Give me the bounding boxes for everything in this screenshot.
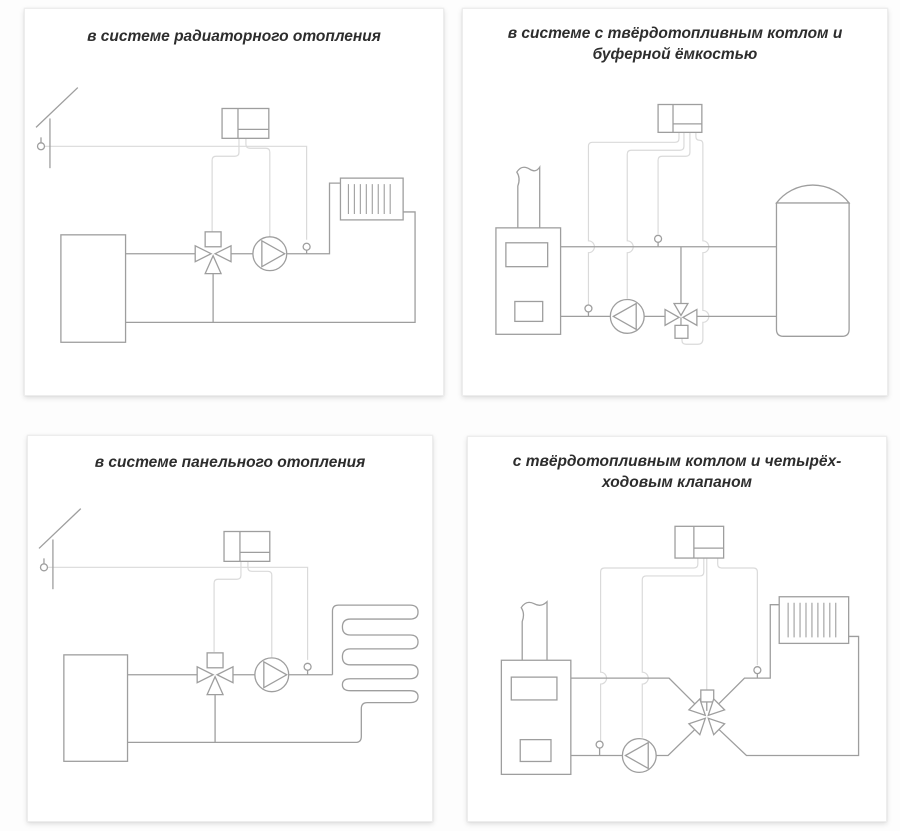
- valve-actuator: [701, 690, 714, 702]
- flow-temperature-sensor-icon: [304, 663, 311, 674]
- boiler-lower-door: [520, 740, 551, 762]
- return-temperature-sensor-icon: [596, 741, 603, 755]
- three-way-mixing-valve-icon: [197, 653, 233, 695]
- pipes: [561, 247, 777, 317]
- radiator: [340, 178, 403, 220]
- solid-fuel-boiler: [501, 602, 570, 775]
- signal-wires: [47, 561, 307, 659]
- panel-title: [468, 451, 886, 493]
- circulation-pump-icon: [253, 237, 287, 271]
- panel-radiator-heating: [24, 8, 444, 396]
- scheme-solid-fuel-buffer-tank: [463, 9, 887, 395]
- signal-wires: [44, 138, 306, 239]
- boiler: [61, 235, 126, 342]
- panel-title: [28, 452, 432, 473]
- buffer-tank: [776, 185, 849, 336]
- panel-title-line: с твёрдотопливным котлом и четырёх-: [512, 453, 842, 470]
- outdoor-temperature-sensor-icon: [39, 509, 81, 590]
- controller: [675, 526, 724, 558]
- controller: [224, 532, 270, 562]
- panel-underfloor-heating: [27, 435, 433, 822]
- pump-wire: [627, 132, 684, 298]
- flow-sensor-wire: [658, 132, 690, 233]
- outdoor-sensor-wire: [44, 146, 306, 240]
- panel-solid-fuel-buffer-tank: [462, 8, 888, 396]
- circulation-pump-icon: [610, 299, 644, 333]
- boiler: [64, 655, 128, 761]
- chimney-icon: [517, 167, 540, 228]
- outdoor-temperature-sensor-icon: [36, 88, 78, 169]
- pump-wire: [246, 138, 270, 236]
- boiler-lower-door: [515, 301, 543, 321]
- panel-solid-fuel-four-way-valve: [467, 436, 887, 822]
- valve-actuator: [207, 653, 223, 668]
- radiator: [779, 597, 848, 644]
- panel-title: [25, 26, 443, 47]
- scheme-underfloor-heating: [28, 436, 432, 821]
- three-way-mixing-valve-icon: [665, 303, 697, 338]
- controller: [658, 105, 702, 133]
- panel-title-line: ходовым клапаном: [601, 474, 752, 491]
- boiler-upper-door: [506, 243, 548, 267]
- flow-temperature-sensor-icon: [303, 243, 310, 253]
- chimney-icon: [521, 602, 547, 661]
- flow-sensor-wire: [718, 558, 758, 665]
- solid-fuel-boiler: [496, 167, 561, 334]
- valve-actuator: [675, 325, 688, 338]
- scheme-radiator-heating: [25, 9, 443, 395]
- flow-temperature-sensor-icon: [754, 667, 761, 678]
- return-sensor-wire: [601, 558, 698, 741]
- scheme-solid-fuel-four-way-valve: [468, 437, 886, 821]
- return-temperature-sensor-icon: [585, 305, 592, 316]
- flow-temperature-sensor-icon: [655, 235, 662, 246]
- outdoor-sensor-wire: [47, 567, 307, 660]
- controller: [222, 108, 269, 138]
- valve-actuator: [205, 232, 221, 247]
- three-way-mixing-valve-icon: [195, 232, 231, 274]
- pump-wire: [248, 561, 272, 657]
- valve-actuator-wire: [212, 138, 239, 232]
- circulation-pump-icon: [622, 739, 656, 773]
- pipes: [128, 675, 333, 743]
- panel-title-line: в системе радиаторного отопления: [87, 28, 381, 45]
- circulation-pump-icon: [255, 658, 289, 692]
- four-way-valve-icon: [689, 690, 725, 735]
- valve-actuator-wire: [214, 561, 241, 652]
- panel-title: [463, 23, 887, 65]
- panel-title-line: в системе панельного отопления: [94, 454, 366, 471]
- panel-title-line: буферной ёмкостью: [592, 46, 758, 63]
- signal-wires: [601, 558, 758, 741]
- boiler-upper-door: [511, 677, 557, 700]
- return-sensor-wire: [588, 132, 679, 304]
- panel-title-line: в системе с твёрдотопливным котлом и: [507, 25, 843, 42]
